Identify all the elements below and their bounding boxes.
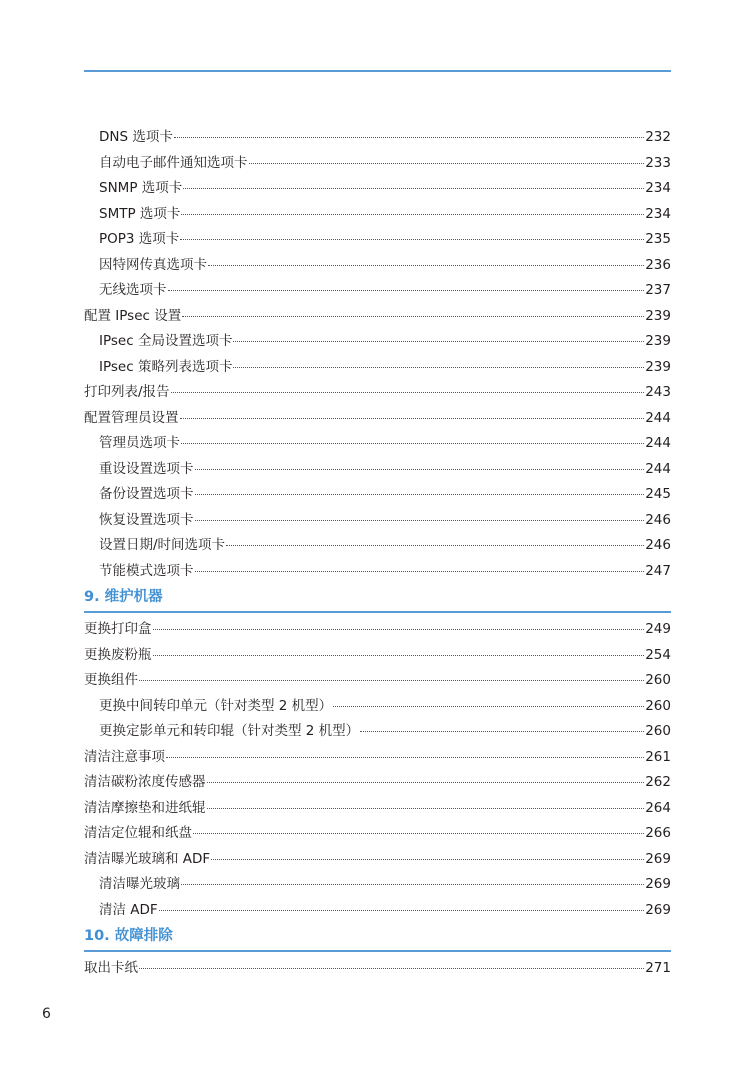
toc-entry[interactable]	[84, 898, 671, 924]
toc-entry-title: SMTP 选项卡	[99, 205, 181, 222]
toc-entry[interactable]	[84, 694, 671, 720]
toc-entry-page: 244	[645, 409, 671, 426]
chapter-heading[interactable]: 10. 故障排除	[84, 924, 671, 952]
toc-entry-title: DNS 选项卡	[99, 129, 173, 145]
dot-leader	[360, 731, 644, 732]
toc-entry[interactable]	[84, 329, 671, 355]
toc-entry-page: 247	[645, 562, 671, 579]
toc-entry[interactable]	[84, 202, 671, 228]
dot-leader	[181, 884, 644, 885]
toc-entry-page: 244	[645, 460, 671, 477]
dot-leader	[208, 265, 644, 266]
toc-entry-page: 262	[645, 774, 671, 790]
toc-entry-page: 261	[645, 748, 671, 765]
toc-entry[interactable]	[84, 643, 671, 669]
toc-entry-title: 因特网传真选项卡	[99, 256, 207, 273]
table-of-contents	[84, 125, 671, 982]
dot-leader	[193, 833, 644, 834]
toc-entry-page: 246	[645, 511, 671, 528]
toc-entry-page: 244	[645, 435, 671, 451]
toc-entry-title: 打印列表/报告	[84, 384, 170, 400]
toc-entry-page: 266	[645, 825, 671, 841]
toc-entry-title: 更换组件	[84, 672, 138, 688]
dot-leader	[195, 520, 645, 521]
dot-leader	[183, 188, 644, 189]
toc-entry[interactable]	[84, 872, 671, 898]
toc-entry-title: 清洁曝光玻璃和 ADF	[84, 850, 211, 867]
toc-entry[interactable]	[84, 125, 671, 151]
toc-entry[interactable]	[84, 355, 671, 381]
toc-entry[interactable]	[84, 151, 671, 177]
header-rule	[84, 70, 671, 72]
toc-entry-page: 260	[645, 672, 671, 688]
toc-entry-title: SNMP 选项卡	[99, 180, 183, 196]
dot-leader	[171, 392, 645, 393]
toc-entry-page: 269	[645, 901, 671, 918]
toc-entry-title: 取出卡纸	[84, 960, 138, 976]
toc-entry-page: 245	[645, 486, 671, 502]
toc-entry[interactable]	[84, 821, 671, 847]
dot-leader	[233, 367, 644, 368]
toc-entry[interactable]	[84, 176, 671, 202]
toc-entry[interactable]	[84, 457, 671, 483]
toc-entry-page: 239	[645, 307, 671, 324]
dot-leader	[211, 859, 644, 860]
dot-leader	[181, 443, 644, 444]
toc-entry[interactable]	[84, 406, 671, 432]
toc-entry-page: 237	[645, 282, 671, 298]
toc-entry-title: 管理员选项卡	[99, 435, 180, 451]
toc-entry[interactable]	[84, 508, 671, 534]
toc-entry-page: 233	[645, 154, 671, 171]
dot-leader	[153, 629, 645, 630]
toc-entry-page: 271	[645, 960, 671, 976]
toc-entry[interactable]	[84, 796, 671, 822]
dot-leader	[207, 808, 645, 809]
toc-entry-page: 234	[645, 180, 671, 196]
chapter-heading[interactable]: 9. 维护机器	[84, 585, 671, 613]
dot-leader	[180, 418, 645, 419]
toc-entry[interactable]	[84, 956, 671, 982]
dot-leader	[207, 782, 645, 783]
dot-leader	[168, 290, 645, 291]
toc-entry[interactable]	[84, 304, 671, 330]
dot-leader	[180, 239, 644, 240]
toc-entry-page: 246	[645, 537, 671, 553]
dot-leader	[181, 214, 644, 215]
toc-entry-page: 243	[645, 384, 671, 400]
toc-entry-title: 清洁曝光玻璃	[99, 876, 180, 892]
toc-entry-page: 249	[645, 621, 671, 637]
toc-entry[interactable]	[84, 745, 671, 771]
dot-leader	[159, 910, 645, 911]
toc-entry-title: 更换中间转印单元（针对类型 2 机型）	[99, 697, 333, 714]
toc-entry-page: 232	[645, 129, 671, 145]
dot-leader	[153, 655, 645, 656]
toc-entry[interactable]	[84, 253, 671, 279]
toc-entry[interactable]	[84, 617, 671, 643]
toc-entry[interactable]	[84, 847, 671, 873]
toc-entry-page: 264	[645, 799, 671, 816]
toc-entry-title: POP3 选项卡	[99, 231, 180, 247]
toc-entry-page: 269	[645, 850, 671, 867]
toc-entry-title: 配置 IPsec 设置	[84, 307, 182, 324]
toc-entry-page: 260	[645, 697, 671, 714]
toc-entry-title: 自动电子邮件通知选项卡	[99, 154, 248, 171]
toc-entry-page: 239	[645, 333, 671, 349]
toc-entry-title: IPsec 全局设置选项卡	[99, 333, 233, 349]
toc-entry-title: 设置日期/时间选项卡	[99, 537, 226, 553]
dot-leader	[174, 137, 644, 138]
toc-entry-title: 更换废粉瓶	[84, 646, 152, 663]
toc-entry-title: 恢复设置选项卡	[99, 511, 194, 528]
toc-entry-title: 清洁 ADF	[99, 901, 158, 918]
toc-entry[interactable]	[84, 533, 671, 559]
toc-entry-page: 234	[645, 205, 671, 222]
toc-entry-title: 清洁摩擦垫和进纸辊	[84, 799, 206, 816]
toc-entry[interactable]	[84, 668, 671, 694]
toc-entry[interactable]	[84, 559, 671, 585]
toc-entry[interactable]	[84, 431, 671, 457]
toc-entry-title: IPsec 策略列表选项卡	[99, 358, 233, 375]
toc-entry-title: 清洁碳粉浓度传感器	[84, 774, 206, 790]
page-number: 6	[42, 1006, 51, 1022]
toc-entry-title: 无线选项卡	[99, 282, 167, 298]
toc-entry[interactable]	[84, 719, 671, 745]
dot-leader	[139, 968, 644, 969]
toc-entry-title: 更换定影单元和转印辊（针对类型 2 机型）	[99, 723, 360, 739]
dot-leader	[226, 545, 644, 546]
toc-entry-page: 235	[645, 231, 671, 247]
dot-leader	[195, 571, 645, 572]
toc-entry-page: 260	[645, 723, 671, 739]
toc-entry-title: 重设设置选项卡	[99, 460, 194, 477]
toc-entry-page: 254	[645, 646, 671, 663]
dot-leader	[195, 469, 645, 470]
dot-leader	[182, 316, 644, 317]
dot-leader	[249, 163, 645, 164]
dot-leader	[166, 757, 644, 758]
toc-entry-title: 清洁定位辊和纸盘	[84, 825, 192, 841]
toc-entry[interactable]	[84, 482, 671, 508]
toc-entry[interactable]	[84, 278, 671, 304]
toc-entry[interactable]	[84, 227, 671, 253]
toc-entry-page: 239	[645, 358, 671, 375]
toc-entry-title: 备份设置选项卡	[99, 486, 194, 502]
dot-leader	[333, 706, 644, 707]
toc-entry-title: 清洁注意事项	[84, 748, 165, 765]
toc-entry[interactable]	[84, 380, 671, 406]
toc-entry-page: 269	[645, 876, 671, 892]
toc-entry-title: 节能模式选项卡	[99, 562, 194, 579]
toc-entry-title: 配置管理员设置	[84, 409, 179, 426]
toc-entry-page: 236	[645, 256, 671, 273]
dot-leader	[195, 494, 645, 495]
toc-entry-title: 更换打印盒	[84, 621, 152, 637]
toc-entry[interactable]	[84, 770, 671, 796]
dot-leader	[139, 680, 644, 681]
dot-leader	[233, 341, 644, 342]
